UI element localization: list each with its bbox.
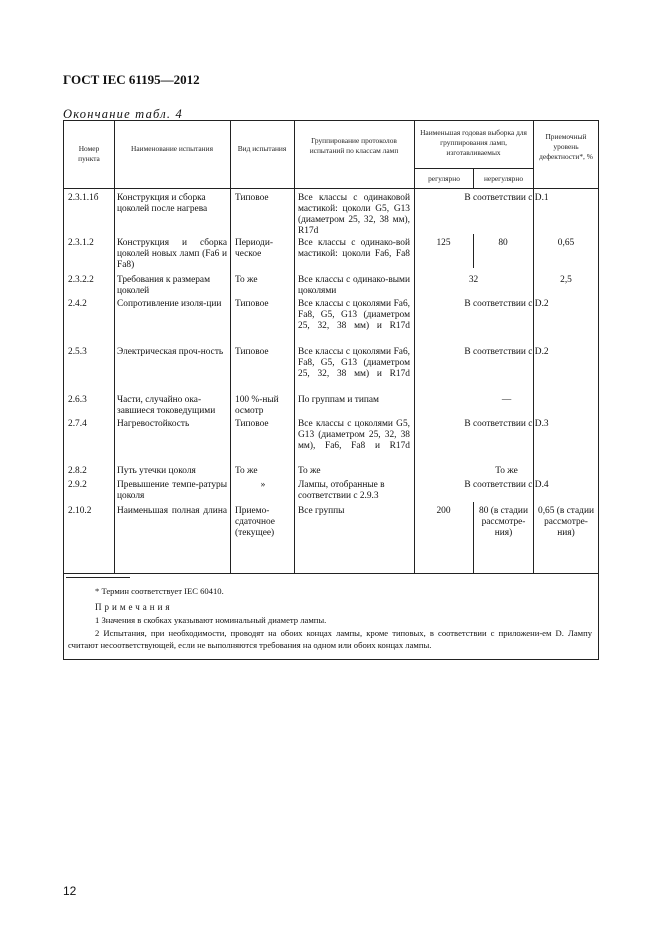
grid-line-h1 <box>414 168 533 169</box>
row-test-name: Конструкция и сборка цоколей после нагрева <box>117 193 208 214</box>
row-sample-regular: 200 <box>436 506 451 516</box>
header-col-irregular: нерегулярно <box>483 174 524 183</box>
row-test-type: Типовое <box>235 299 269 309</box>
row-test-name: Части, случайно ока-завшиеся токоведущими <box>117 395 216 416</box>
row-number: 2.3.2.2 <box>68 275 94 285</box>
row-number: 2.9.2 <box>68 480 87 490</box>
row-test-type: 100 %-ный осмотр <box>235 395 279 416</box>
row-test-name: Конструкция и сборка цоколей новых ламп (Fa6 и Fa8) <box>117 238 227 270</box>
table-caption: Окончание табл. 4 <box>63 107 183 121</box>
row-grouping: Все классы с цоколями Fa6, Fa8, G5, G13 (диаметром 25, 32, 38 мм) и R17d <box>298 347 410 379</box>
row-test-type: Периоди-ческое <box>235 238 273 259</box>
row-test-name: Нагревостойкость <box>117 419 190 429</box>
header-col-sample: Наименьшая годовая выборка для группирования ламп, изготавливаемых <box>420 128 527 157</box>
row-number: 2.5.3 <box>68 347 87 357</box>
row-requirement: В соответствии с D.1 <box>464 193 549 203</box>
page-number: 12 <box>63 884 77 898</box>
row-grouping: Лампы, отобранные в соответствии с 2.9.3 <box>298 480 385 501</box>
row-test-name: Путь утечки цоколя <box>117 466 196 476</box>
header-col-number: Номер пункта <box>78 144 100 163</box>
row-requirement: То же <box>495 466 518 476</box>
row-number: 2.10.2 <box>68 506 92 516</box>
row-sample-irregular: 80 (в стадии рассмотре-ния) <box>479 506 528 538</box>
header-col-name: Наименование испытания <box>131 144 213 153</box>
row-aql: 0,65 <box>557 238 575 248</box>
row-sample-regular: 125 <box>436 238 451 248</box>
row-requirement: В соответствии с D.4 <box>464 480 549 490</box>
row-grouping: Все классы с цоколями Fa6, Fa8, G5, G13 (диаметром 25, 32, 38 мм) и R17d <box>298 299 410 331</box>
row-number: 2.7.4 <box>68 419 87 429</box>
row-test-name: Наименьшая полная длина <box>117 506 227 516</box>
row-grouping: Все группы <box>298 506 345 516</box>
row-number: 2.8.2 <box>68 466 87 476</box>
grid-line-h2 <box>63 188 599 189</box>
row-requirement: В соответствии с D.3 <box>464 419 549 429</box>
row-number: 2.4.2 <box>68 299 87 309</box>
note-1: 1 Значения в скобках указывают номинальный диаметр лампы. <box>95 615 327 625</box>
row-number: 2.3.1.1б <box>68 193 99 203</box>
header-col-group: Группирование протоколов испытаний по классам ламп <box>309 136 399 155</box>
header-col-aql: Приемочный уровень дефектности*, % <box>539 132 593 161</box>
row-grouping: Все классы с одинако-вой мастикой: цоколи Fa6, Fa8 <box>298 238 410 259</box>
row-test-type: Типовое <box>235 347 269 357</box>
row-aql: 0,65 (в стадии рассмотре-ния) <box>538 506 594 538</box>
row-number: 2.3.1.2 <box>68 238 94 248</box>
notes-heading: Примечания <box>95 602 173 612</box>
row-grouping: То же <box>298 466 321 476</box>
header-col-type: Вид испытания <box>237 144 287 153</box>
row-requirement: — <box>501 395 512 405</box>
row-test-type: » <box>260 480 266 490</box>
row-aql: 2,5 <box>560 275 572 285</box>
footnote-divider <box>66 577 130 578</box>
row-test-type: То же <box>235 275 258 285</box>
row-grouping: Все классы с одинаковой мастикой: цоколи G5, G13 (диаметром 25, 32, 38 мм), R17d <box>298 193 410 236</box>
row-requirement: В соответствии с D.2 <box>464 347 549 357</box>
row-test-type: Приемо-сдаточное (текущее) <box>235 506 275 538</box>
row-grouping: По группам и типам <box>298 395 379 405</box>
row-test-name: Электрическая проч-ность <box>117 347 224 357</box>
footnote: * Термин соответствует IEC 60410. <box>95 586 224 596</box>
row-test-name: Требования к размерам цоколей <box>117 275 211 296</box>
row-grouping: Все классы с цоколями G5, G13 (диаметром 25, 32, 38 мм), Fa6, Fa8 и R17d <box>298 419 410 451</box>
row-sample: 32 <box>468 275 479 285</box>
grid-line-v8 <box>473 502 474 573</box>
row-test-name: Превышение темпе-ратуры цоколя <box>117 480 227 501</box>
row-sample-irregular: 80 <box>498 238 508 248</box>
grid-line-h3 <box>63 573 599 574</box>
row-requirement: В соответствии с D.2 <box>464 299 549 309</box>
header-col-regular: регулярно <box>428 174 460 183</box>
row-grouping: Все классы с одинако-выми цоколями <box>298 275 410 296</box>
note-2: 2 Испытания, при необходимости, проводят на обоих концах лампы, кроме типовых, в соответствии с приложени-ем D. Лампу считают несоответствующей, если не выполняются требования на одном или обоих концах лампы. <box>68 628 592 650</box>
row-test-type: То же <box>235 466 258 476</box>
row-test-name: Сопротивление изоля-ции <box>117 299 222 309</box>
row-test-type: Типовое <box>235 419 269 429</box>
document-title: ГОСТ IEC 61195—2012 <box>63 72 200 87</box>
row-number: 2.6.3 <box>68 395 87 405</box>
row-test-type: Типовое <box>235 193 269 203</box>
